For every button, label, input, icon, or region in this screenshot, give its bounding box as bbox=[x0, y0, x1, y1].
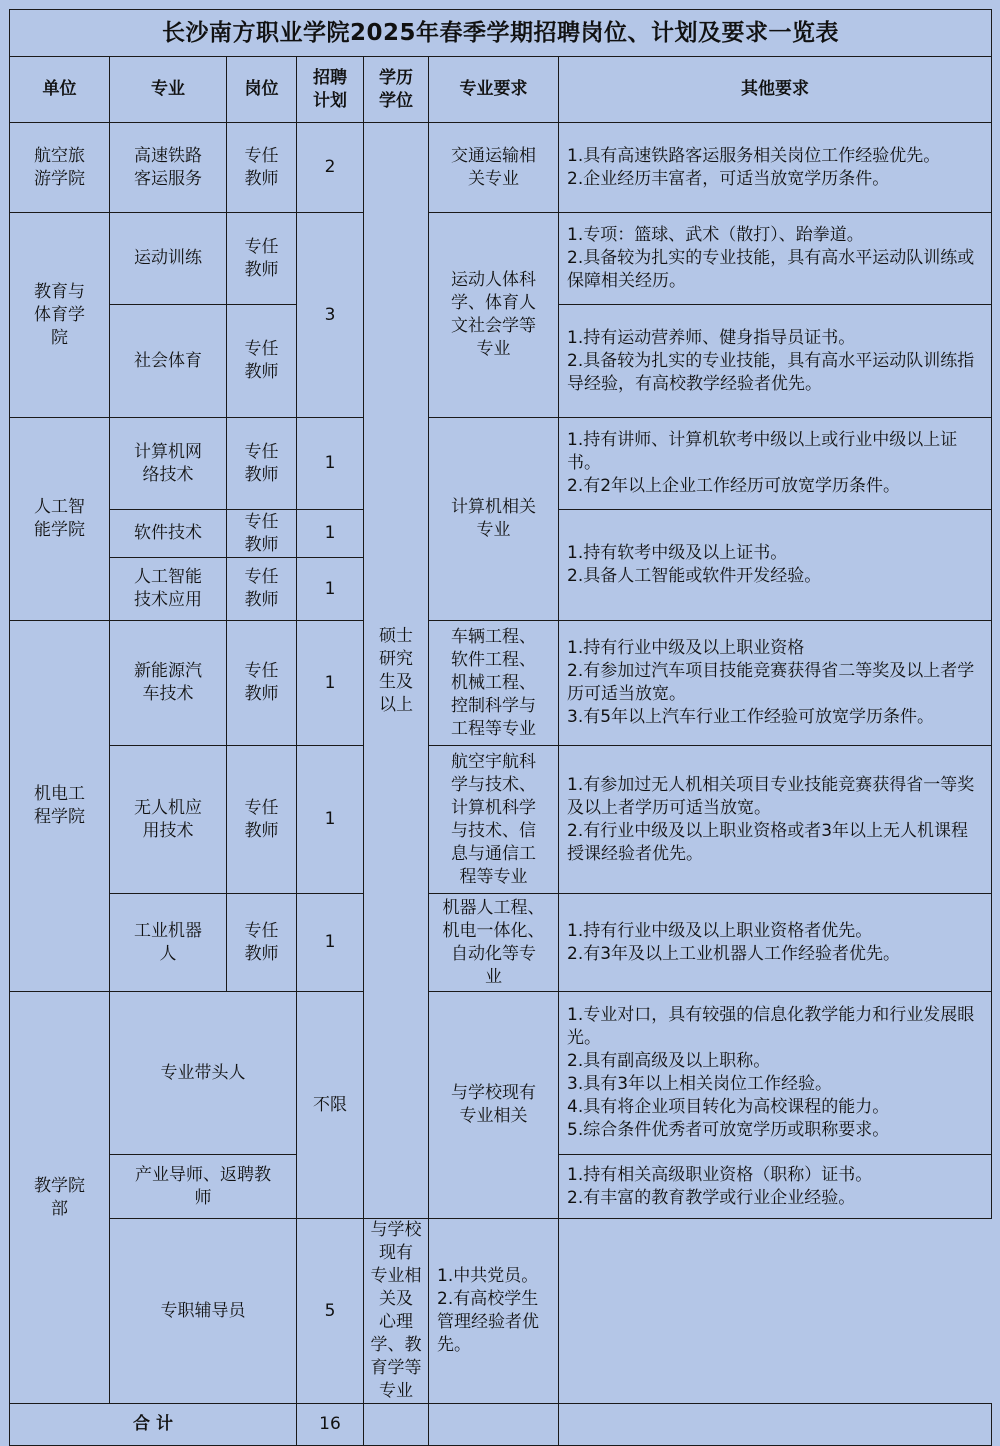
major-industrial-robot: 工业机器 人 bbox=[110, 894, 227, 992]
position-cell: 专任 教师 bbox=[227, 894, 297, 992]
major-requirement-cell: 与学校现有 专业相关 bbox=[429, 992, 559, 1219]
position-cell: 专任 教师 bbox=[227, 746, 297, 894]
major-drone: 无人机应 用技术 bbox=[110, 746, 227, 894]
plan-cell: 1 bbox=[297, 621, 364, 746]
plan-cell: 1 bbox=[297, 558, 364, 621]
plan-cell: 1 bbox=[297, 510, 364, 558]
position-cell: 专任 教师 bbox=[227, 510, 297, 558]
header-other-requirement: 其他要求 bbox=[559, 57, 992, 123]
position-cell: 专任 教师 bbox=[227, 305, 297, 418]
other-requirement-cell: 1.持有行业中级及以上职业资格 2.有参加过汽车项目技能竞赛获得省二等奖及以上者学历可适当放宽。 3.有5年以上汽车行业工作经验可放宽学历条件。 bbox=[559, 621, 992, 746]
recruitment-table bbox=[9, 9, 992, 1446]
header-unit: 单位 bbox=[10, 57, 110, 123]
other-requirement-cell: 1.持有运动营养师、健身指导员证书。 2.具备较为扎实的专业技能，具有高水平运动队训练指导经验，有高校教学经验者优先。 bbox=[559, 305, 992, 418]
major-social-sports: 社会体育 bbox=[110, 305, 227, 418]
degree-requirement-all: 硕士 研究 生及 以上 bbox=[364, 123, 429, 1219]
major-requirement-cell: 车辆工程、 软件工程、 机械工程、 控制科学与 工程等专业 bbox=[429, 621, 559, 746]
position-cell: 专任 教师 bbox=[227, 123, 297, 213]
other-requirement-cell: 1.有参加过无人机相关项目专业技能竞赛获得省一等奖及以上者学历可适当放宽。 2.有行业中级及以上职业资格或者3年以上无人机课程授课经验者优先。 bbox=[559, 746, 992, 894]
unit-ai: 人工智 能学院 bbox=[10, 418, 110, 621]
unit-aviation: 航空旅 游学院 bbox=[10, 123, 110, 213]
unit-mechatronics: 机电工 程学院 bbox=[10, 621, 110, 992]
other-requirement-cell: 1.专业对口，具有较强的信息化教学能力和行业发展眼光。 2.具有副高级及以上职称。 3.具有3年以上相关岗位工作经验。 4.具有将企业项目转化为高校课程的能力。 5.综合条件优秀者可放宽学历或职称要求。 bbox=[559, 992, 992, 1155]
major-high-speed-rail: 高速铁路 客运服务 bbox=[110, 123, 227, 213]
major-ai-application: 人工智能 技术应用 bbox=[110, 558, 227, 621]
total-empty-cell bbox=[559, 1404, 992, 1446]
total-empty-cell bbox=[429, 1404, 559, 1446]
major-requirement-cell: 计算机相关 专业 bbox=[429, 418, 559, 621]
major-computer-network: 计算机网 络技术 bbox=[110, 418, 227, 510]
unit-education-sports: 教育与 体育学 院 bbox=[10, 213, 110, 418]
header-major: 专业 bbox=[110, 57, 227, 123]
header-plan: 招聘 计划 bbox=[297, 57, 364, 123]
header-major-requirement: 专业要求 bbox=[429, 57, 559, 123]
major-industry-mentor: 产业导师、返聘教 师 bbox=[110, 1155, 297, 1219]
plan-cell: 1 bbox=[297, 746, 364, 894]
other-requirement-cell: 1.中共党员。 2.有高校学生管理经验者优先。 bbox=[429, 1219, 559, 1404]
header-position: 岗位 bbox=[227, 57, 297, 123]
position-cell: 专任 教师 bbox=[227, 621, 297, 746]
unit-teaching-dept: 教学院 部 bbox=[10, 992, 110, 1404]
total-empty-cell bbox=[364, 1404, 429, 1446]
position-cell: 专任 教师 bbox=[227, 213, 297, 305]
major-requirement-cell: 与学校现有 专业相关及 心理学、教 育学等专业 bbox=[364, 1219, 429, 1404]
other-requirement-cell: 1.持有讲师、计算机软考中级以上或行业中级以上证书。 2.有2年以上企业工作经历可放宽学历条件。 bbox=[559, 418, 992, 510]
major-software: 软件技术 bbox=[110, 510, 227, 558]
major-requirement-cell: 航空宇航科 学与技术、 计算机科学 与技术、信 息与通信工 程等专业 bbox=[429, 746, 559, 894]
plan-cell: 1 bbox=[297, 894, 364, 992]
other-requirement-cell: 1.持有相关高级职业资格（职称）证书。 2.有丰富的教育教学或行业企业经验。 bbox=[559, 1155, 992, 1219]
major-counselor: 专职辅导员 bbox=[110, 1219, 297, 1404]
major-new-energy-vehicle: 新能源汽 车技术 bbox=[110, 621, 227, 746]
major-requirement-cell: 机器人工程、 机电一体化、 自动化等专 业 bbox=[429, 894, 559, 992]
plan-cell: 不限 bbox=[297, 992, 364, 1219]
table-title: 长沙南方职业学院2025年春季学期招聘岗位、计划及要求一览表 bbox=[10, 10, 992, 57]
header-degree: 学历 学位 bbox=[364, 57, 429, 123]
other-requirement-cell: 1.持有软考中级及以上证书。 2.具备人工智能或软件开发经验。 bbox=[559, 510, 992, 621]
plan-cell: 1 bbox=[297, 418, 364, 510]
plan-cell: 2 bbox=[297, 123, 364, 213]
major-sports-training: 运动训练 bbox=[110, 213, 227, 305]
plan-cell: 3 bbox=[297, 213, 364, 418]
other-requirement-cell: 1.具有高速铁路客运服务相关岗位工作经验优先。 2.企业经历丰富者，可适当放宽学历条件。 bbox=[559, 123, 992, 213]
position-cell: 专任 教师 bbox=[227, 558, 297, 621]
major-requirement-cell: 运动人体科 学、体育人 文社会学等 专业 bbox=[429, 213, 559, 418]
plan-cell: 5 bbox=[297, 1219, 364, 1404]
total-label: 合 计 bbox=[10, 1404, 297, 1446]
other-requirement-cell: 1.专项：篮球、武术（散打）、跆拳道。 2.具备较为扎实的专业技能，具有高水平运动队训练或保障相关经历。 bbox=[559, 213, 992, 305]
total-plan: 16 bbox=[297, 1404, 364, 1446]
other-requirement-cell: 1.持有行业中级及以上职业资格者优先。 2.有3年及以上工业机器人工作经验者优先。 bbox=[559, 894, 992, 992]
major-discipline-leader: 专业带头人 bbox=[110, 992, 297, 1155]
major-requirement-cell: 交通运输相 关专业 bbox=[429, 123, 559, 213]
position-cell: 专任 教师 bbox=[227, 418, 297, 510]
